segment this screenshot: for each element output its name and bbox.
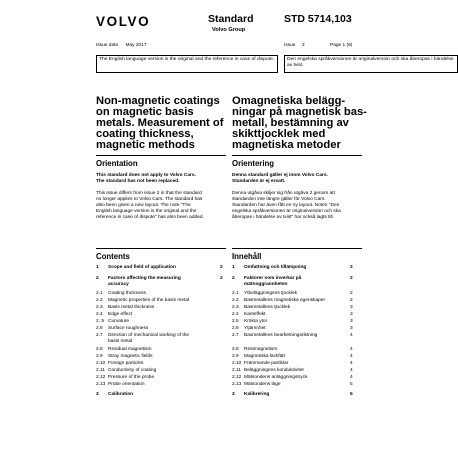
toc-item-number: 2.6: [96, 326, 103, 331]
toc-item-text: Främmande partiklar: [244, 361, 289, 366]
toc-item-text: Residual magnetism: [108, 347, 152, 352]
notice-swedish: Den engelska språkversionen är originalversion och ska åberopas i händelse av tvist.: [284, 55, 458, 73]
toc-item-text: Surface roughness: [108, 326, 149, 331]
toc-item-number: 2.1: [232, 291, 239, 296]
toc-item-page: 4: [350, 368, 353, 373]
toc-item-text: Ytbeläggningens tjocklek: [244, 291, 298, 296]
toc-item-number: 2.7: [232, 333, 239, 338]
toc-item-number: 2: [232, 276, 235, 281]
toc-item-number: 3: [232, 392, 235, 397]
toc-item-page: 5: [350, 382, 353, 387]
contents-heading-sv: Innehåll: [232, 252, 262, 261]
toc-item-text: Calibration: [108, 392, 134, 397]
toc-item-page: 2: [220, 276, 223, 281]
issue-label: Issue: [284, 43, 296, 48]
toc-item-text: Faktorer som inverkar på: [244, 276, 302, 281]
toc-item-number: 2.6: [232, 326, 239, 331]
toc-item-number: 2.4: [232, 312, 239, 317]
divider: [232, 155, 362, 156]
toc-item-text: Restmagnetism: [244, 347, 278, 352]
standard-number: STD 5714,103: [284, 13, 352, 25]
contents-heading-en: Contents: [96, 252, 130, 261]
volvo-logo: VOLVO: [96, 14, 151, 29]
toc-item-number: 2.9: [96, 354, 103, 359]
toc-item-number: 2.12: [96, 375, 106, 380]
toc-item-number: 2.11: [232, 368, 241, 373]
toc-item-text: Beläggningens konduktivitet: [244, 368, 304, 373]
toc-item-text: Scope and field of application: [108, 265, 176, 270]
toc-item-page: 2: [220, 265, 223, 270]
toc-item-text: Factors affecting the measuring: [108, 276, 181, 281]
toc-item-text: Omfattning och tillämpning: [244, 265, 307, 270]
page-number: Page 1 (6): [330, 43, 353, 48]
toc-item-text: Basmetallens tjocklek: [244, 305, 291, 310]
toc-item-text: Basis metal thickness: [108, 305, 155, 310]
toc-item-number: 2.10: [96, 361, 106, 366]
toc-item-number: 2.9: [232, 354, 239, 359]
toc-item-text: Kanteffekt: [244, 312, 266, 317]
toc-item-page: 3: [350, 326, 353, 331]
toc-item-number: 2. 5: [96, 319, 105, 324]
orientation-heading-sv: Orientering: [232, 159, 275, 168]
toc-item-page: 2: [350, 276, 353, 281]
toc-item-text: Krökta ytor: [244, 319, 268, 324]
toc-item-number: 1: [232, 265, 235, 270]
toc-item-text: Curvature: [108, 319, 130, 324]
toc-item-text: Basmetallens magnetiska egenskaper: [244, 298, 326, 303]
standard-label: Standard: [208, 13, 254, 25]
toc-item-text: Basmetallens bearbetningsriktning: [244, 333, 318, 338]
toc-item-number: 2.13: [96, 382, 106, 387]
toc-item-number: 2.2: [232, 298, 239, 303]
toc-item-text: Conductivity of coating: [108, 368, 157, 373]
toc-item-page: 5: [350, 392, 353, 397]
toc-item-number: 2.2: [96, 298, 103, 303]
orientation-heading-en: Orientation: [96, 159, 138, 168]
toc-item-number: 2.7: [96, 333, 103, 338]
toc-item-text: Magnetic properties of the basis metal: [108, 298, 190, 303]
toc-item-number: 2.8: [96, 347, 103, 352]
toc-item-page: 3: [350, 319, 353, 324]
toc-item-page: 4: [350, 333, 353, 338]
toc-item-number: 2.8: [232, 347, 239, 352]
issue-date-label: Issue date: [96, 43, 119, 48]
divider: [96, 155, 226, 156]
toc-item-text: Stray magnetic fields: [108, 354, 153, 359]
toc-item-number: 2.3: [96, 305, 103, 310]
toc-item-text: Edge effect: [108, 312, 133, 317]
divider: [96, 248, 226, 249]
toc-item-text: Mätsondens anläggningstryck: [244, 375, 308, 380]
title-english: Non-magnetic coatings on magnetic basis metals. Measurement of coating thickness, magnetic methods: [96, 95, 224, 151]
toc-item-number: 1: [96, 265, 99, 270]
toc-item-text: basis metal: [108, 339, 133, 344]
toc-item-number: 2.4: [96, 312, 103, 317]
issue-date-row: [96, 43, 147, 48]
toc-item-text: Magnetiska läckfält: [244, 354, 285, 359]
toc-item-page: 2: [350, 291, 353, 296]
toc-item-number: 2.11: [96, 368, 105, 373]
toc-item-page: 3: [350, 312, 353, 317]
issue-date-value: May 2017: [125, 43, 147, 48]
toc-item-page: 4: [350, 375, 353, 380]
toc-item-number: 3: [96, 392, 99, 397]
toc-item-text: accuracy: [108, 282, 129, 287]
toc-item-number: 2.10: [232, 361, 242, 366]
toc-item-text: Kalibrering: [244, 392, 270, 397]
toc-item-page: 4: [350, 354, 353, 359]
toc-item-text: Probe orientation: [108, 382, 145, 387]
toc-item-page: 3: [350, 305, 353, 310]
toc-item-number: 2.5: [232, 319, 239, 324]
toc-item-text: Mätsondens läge: [244, 382, 281, 387]
toc-item-text: Direction of mechanical working of the: [108, 333, 190, 338]
issue-row: [284, 43, 304, 48]
toc-item-number: 2.1: [96, 291, 103, 296]
toc-item-number: 2.13: [232, 382, 242, 387]
group-label: Volvo Group: [212, 27, 246, 33]
title-swedish: Omagnetiska belägg- ningar på magnetisk bas- metall, bestämning av skikttjocklek med magnetiska metoder: [232, 95, 367, 151]
toc-item-text: Pressure of the probe: [108, 375, 155, 380]
toc-item-page: 4: [350, 361, 353, 366]
toc-item-page: 4: [350, 347, 353, 352]
orientation-text-en: This issue differs from issue 2 in that the standard no longer applies to Volvo Cars. The standard has also been given a new layout. The note "The English language version is the original and the reference in case of dispute" has also been added.: [96, 191, 204, 220]
toc-item-text: Coating thickness: [108, 291, 146, 296]
toc-item-page: 2: [350, 265, 353, 270]
issue-value: 3: [301, 43, 305, 48]
toc-item-text: mätnoggrannheten: [244, 282, 288, 287]
orientation-bold-sv: Denna standard gäller ej inom Volvo Cars. Standarden är ej ersatt.: [232, 173, 328, 184]
toc-item-number: 2: [96, 276, 99, 281]
toc-item-text: Foreign particles: [108, 361, 144, 366]
divider: [232, 248, 362, 249]
orientation-text-sv: Denna utgåva skiljer sig från utgåva 2 genom att standarden inte längre gäller för Volvo Cars. Standarden har även fått en ny layout. Noten "Den engelska språkversionen är originalversion och ska åberopas i händelse av tvist" har också lagts till.: [232, 191, 341, 220]
toc-item-number: 2.3: [232, 305, 239, 310]
notice-english: The English language version is the original and the reference in case of dispute.: [96, 55, 278, 73]
toc-item-text: Ytjämnhet: [244, 326, 266, 331]
toc-item-number: 2.12: [232, 375, 242, 380]
orientation-bold-en: This standard does not apply to Volvo Cars. The standard has not been replaced.: [96, 173, 196, 184]
toc-item-page: 2: [350, 298, 353, 303]
